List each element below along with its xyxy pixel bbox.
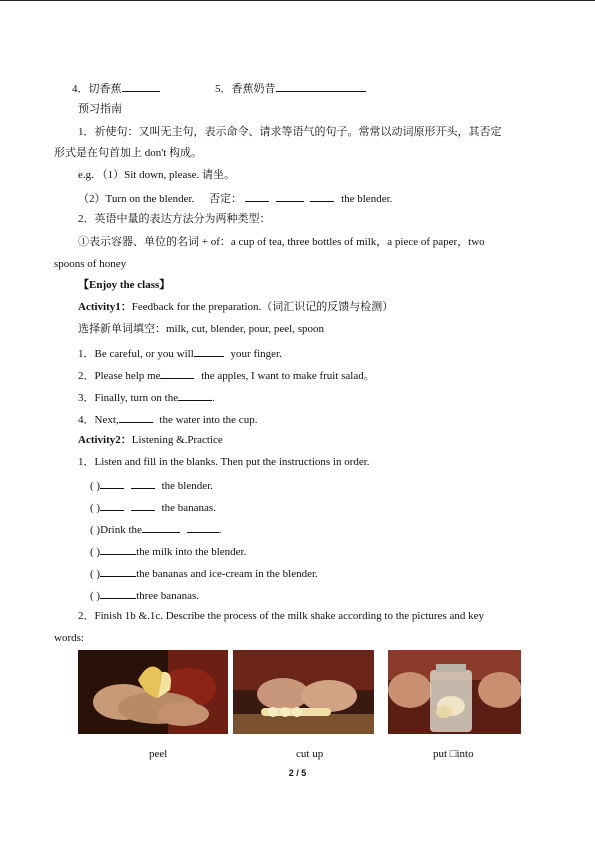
cutting-banana-photo [233, 650, 374, 734]
page-number: 2 / 5 [288, 768, 307, 778]
order-item [90, 543, 246, 559]
vocab-item-5-blank[interactable] [276, 80, 366, 92]
order-item-bracket[interactable]: ( ) [90, 502, 101, 514]
question-3-text: 3．Finally, turn on the [78, 392, 179, 404]
order-blank[interactable] [100, 499, 124, 511]
order-item-text: three bananas. [136, 590, 199, 602]
page-top-rule [0, 0, 595, 1]
preview-p2: 2．英语中量的表达方法分为两种类型： [78, 213, 271, 225]
order-item-text: . [218, 524, 222, 536]
question-4-tail: the water into the cup. [159, 414, 258, 426]
preview-eg2-sentence: （2）Turn on the blender. [78, 193, 195, 205]
order-item [90, 565, 318, 581]
listen-instruction: 1．Listen and fill in the blanks. Then put the instructions in order. [78, 456, 370, 468]
blender-photo [388, 650, 521, 734]
question-4-text: 4．Next, [78, 414, 119, 426]
order-item-text: the bananas and ice-cream in the blender. [136, 568, 318, 580]
question-3-blank[interactable] [178, 389, 212, 401]
question-2-tail: the apples, I want to make fruit salad。 [201, 370, 375, 382]
order-item [90, 477, 213, 493]
preview-heading: 预习指南 [78, 103, 122, 115]
preview-eg1: e.g. （1）Sit down, please. 请坐。 [78, 169, 236, 181]
activity1-text: Feedback for the preparation.（词汇识记的反馈与检测） [131, 301, 394, 313]
negative-blank-2[interactable] [276, 190, 304, 202]
preview-p3-line2: spoons of honey [54, 258, 127, 270]
order-item-bracket[interactable]: ( ) [90, 546, 101, 558]
order-blank[interactable] [131, 477, 155, 489]
preview-eg2-negative-label: 否定： [209, 193, 243, 205]
activity1-label: Activity1： [78, 301, 132, 313]
preview-p3-line1: ①表示容器、单位的名词 + of：a cup of tea, three bottles of milk，a piece of paper，two [78, 236, 485, 248]
preview-p1-line2: 形式是在句首加上 don't 构成。 [54, 147, 203, 159]
activity2-line [78, 433, 223, 447]
activity2-label: Activity2： [78, 434, 132, 446]
question-3-tail: . [212, 392, 215, 404]
question-4 [78, 411, 257, 427]
preview-eg2-tail: the blender. [341, 193, 393, 205]
preview-eg2 [78, 190, 392, 206]
order-item-text: the blender. [161, 480, 213, 492]
caption-put-into: put □into [433, 748, 474, 760]
order-item-bracket[interactable]: ( ) [90, 480, 101, 492]
finish-line1: 2．Finish 1b &.1c. Describe the process of the milk shake according to the pictures and key [78, 610, 484, 622]
vocab-item-4-label: 4．切香蕉 [72, 83, 122, 95]
preview-p1-line1: 1．祈使句：又叫无主句，表示命令、请求等语气的句子。常常以动词原形开头，其否定 [78, 126, 502, 138]
vocab-item-5 [215, 80, 366, 96]
peeling-banana-photo [78, 650, 228, 734]
order-item-text: the bananas. [161, 502, 216, 514]
order-blank[interactable] [100, 565, 136, 577]
finish-line2: words: [54, 632, 84, 644]
order-item [90, 499, 216, 515]
order-item [90, 587, 199, 603]
question-1-tail: your finger. [230, 348, 282, 360]
question-2-blank[interactable] [160, 367, 194, 379]
order-blank[interactable] [100, 587, 136, 599]
question-2 [78, 367, 375, 383]
negative-blank-1[interactable] [245, 190, 269, 202]
question-1 [78, 345, 282, 361]
order-blank[interactable] [100, 543, 136, 555]
activity2-text: Listening &.Practice [131, 434, 223, 446]
order-item-text: the milk into the blender. [136, 546, 247, 558]
order-item-bracket[interactable]: ( ) [90, 568, 101, 580]
vocab-item-4 [72, 80, 160, 96]
question-4-blank[interactable] [119, 411, 153, 423]
activity1-line [78, 300, 393, 314]
order-blank[interactable] [131, 499, 155, 511]
vocab-item-5-label: 5．香蕉奶昔 [215, 83, 276, 95]
enjoy-title: 【Enjoy the class】 [78, 279, 171, 291]
order-blank[interactable] [100, 477, 124, 489]
question-2-text: 2．Please help me [78, 370, 161, 382]
caption-cut-up: cut up [296, 748, 324, 760]
order-blank[interactable] [187, 521, 219, 533]
question-1-text: 1．Be careful, or you will [78, 348, 194, 360]
order-item [90, 521, 221, 537]
caption-peel: peel [149, 748, 168, 760]
negative-blank-3[interactable] [310, 190, 334, 202]
order-item-bracket[interactable]: ( )Drink the [90, 524, 142, 536]
select-words-line: 选择新单词填空：milk, cut, blender, pour, peel, spoon [78, 323, 324, 335]
question-3 [78, 389, 215, 405]
order-blank[interactable] [142, 521, 180, 533]
order-item-bracket[interactable]: ( ) [90, 590, 101, 602]
vocab-item-4-blank[interactable] [122, 80, 160, 92]
question-1-blank[interactable] [194, 345, 224, 357]
